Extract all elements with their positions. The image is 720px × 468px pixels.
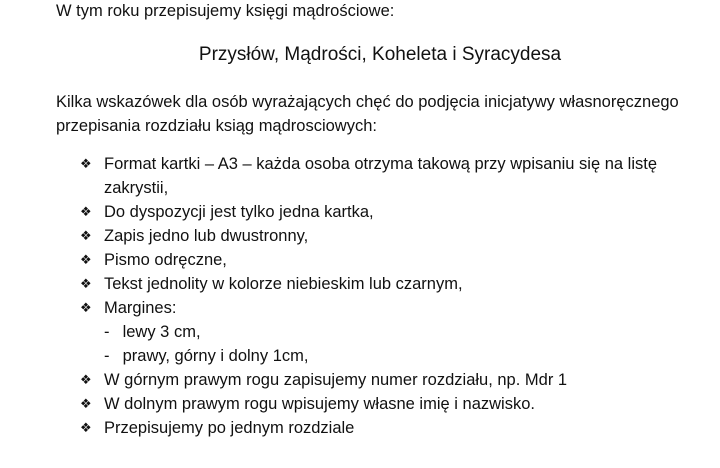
margin-sub-item (80, 320, 710, 344)
margin-line-text: lewy 3 cm, (122, 323, 201, 341)
list-item-text: Przepisujemy po jednym rozdziale (104, 419, 355, 437)
books-title: Przysłów, Mądrości, Koheleta i Syracydesa (198, 44, 562, 65)
list-item-text: W dolnym prawym rogu wpisujemy własne imię i nazwisko. (104, 395, 535, 413)
lead-paragraph: Kilka wskazówek dla osób wyrażających chęć do podjęcia inicjatywy własnoręcznego przepisania rozdziału ksiąg mądrosciowych: (56, 93, 679, 135)
guidelines-list (80, 152, 710, 440)
list-item-text: Format kartki – A3 – każda osoba otrzyma takową przy wpisaniu się na listę zakrystii, (104, 155, 657, 197)
diamond-bullet-icon: ❖ (80, 228, 92, 243)
list-item (80, 272, 710, 296)
intro-text: W tym roku przepisujemy księgi mądrościowe: (56, 2, 395, 20)
list-item-text: Margines: (104, 299, 177, 317)
diamond-bullet-icon: ❖ (80, 372, 92, 387)
list-item (80, 248, 710, 272)
list-item (80, 200, 710, 224)
diamond-bullet-icon: ❖ (80, 300, 92, 315)
list-item-text: Pismo odręczne, (104, 251, 227, 269)
list-item-text: Zapis jedno lub dwustronny, (104, 227, 309, 245)
list-item (80, 416, 710, 440)
diamond-bullet-icon: ❖ (80, 252, 92, 267)
list-item (80, 392, 710, 416)
diamond-bullet-icon: ❖ (80, 156, 92, 171)
diamond-bullet-icon: ❖ (80, 420, 92, 435)
list-item-text: Do dyspozycji jest tylko jedna kartka, (104, 203, 374, 221)
list-item (80, 368, 710, 392)
list-item-text: Tekst jednolity w kolorze niebieskim lub czarnym, (104, 275, 463, 293)
dash-bullet: - (104, 347, 110, 365)
margin-sub-item (80, 344, 710, 368)
list-item (80, 224, 710, 248)
list-item (80, 296, 710, 320)
diamond-bullet-icon: ❖ (80, 204, 92, 219)
list-item-text: W górnym prawym rogu zapisujemy numer rozdziału, np. Mdr 1 (104, 371, 568, 389)
dash-bullet: - (104, 323, 110, 341)
diamond-bullet-icon: ❖ (80, 396, 92, 411)
list-item (80, 152, 710, 200)
diamond-bullet-icon: ❖ (80, 276, 92, 291)
margin-line-text: prawy, górny i dolny 1cm, (122, 347, 309, 365)
